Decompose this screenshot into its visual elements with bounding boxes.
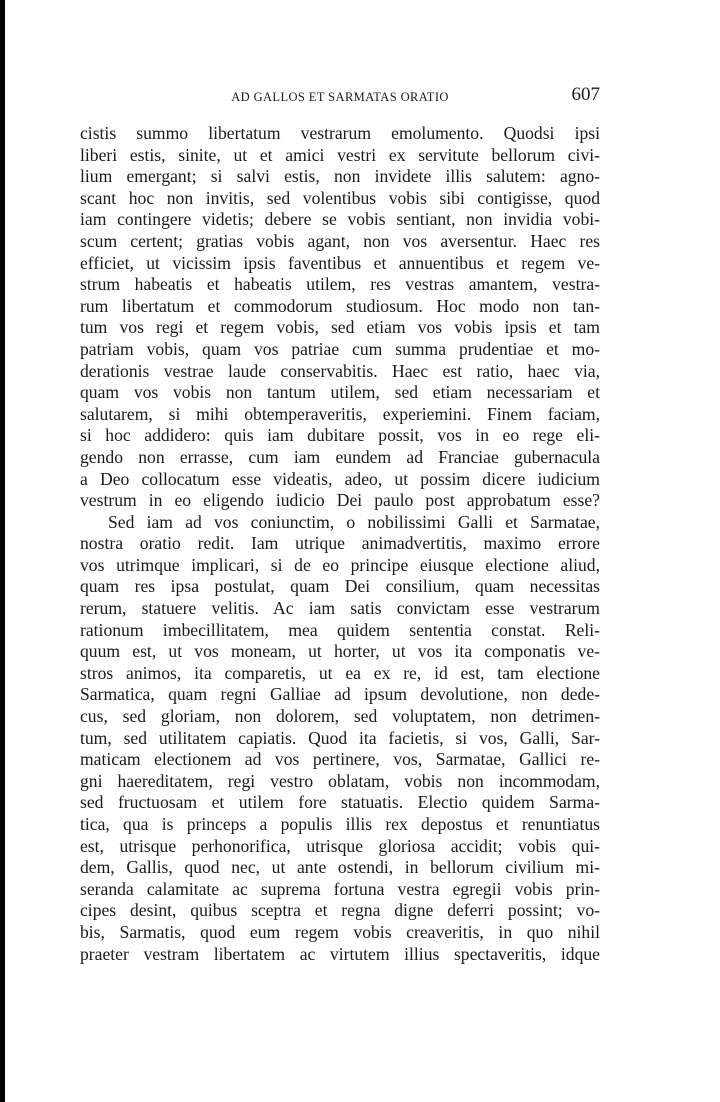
text-line: efficiet, ut vicissim ipsis faventibus et annuentibus et regem ve- (80, 252, 600, 273)
text-line: gendo non errasse, cum iam eundem ad Franciae gubernacula (80, 446, 600, 467)
text-line: scant hoc non invitis, sed volentibus vobis sibi contigisse, quod (80, 187, 600, 208)
text-line: tica, qua is princeps a populis illis rex depostus et renuntiatus (80, 814, 600, 834)
text-line: sed fructuosam et utilem fore statuatis. Electio quidem Sarma- (80, 792, 600, 813)
text-line: cipes desint, quibus sceptra et regna digne deferri possint; vo- (80, 900, 600, 921)
text-line: cus, sed gloriam, non dolorem, sed voluptatem, non detrimen- (80, 706, 600, 727)
text-line: tum, sed utilitatem capiatis. Quod ita facietis, si vos, Galli, Sar- (80, 727, 600, 748)
text-line: rerum, statuere velitis. Ac iam satis convictam esse vestrarum (80, 598, 600, 619)
text-line: vestrum in eo eligendo iudicio Dei paulo post approbatum esse? (80, 490, 600, 511)
text-line: stros animos, ita comparetis, ut ea ex re, id est, tam electione (80, 662, 600, 683)
text-line: nostra oratio redit. Iam utrique animadvertitis, maximo errore (80, 533, 600, 554)
text-line: si hoc addidero: quis iam dubitare possit, vos in eo rege eli- (80, 425, 600, 446)
text-line: a Deo collocatum esse videatis, adeo, ut possim dicere iudicium (80, 468, 600, 489)
text-line: quam res ipsa postulat, quam Dei consilium, quam necessitas (80, 576, 600, 597)
text-line: bis, Sarmatis, quod eum regem vobis creaveritis, in quo nihil (80, 921, 600, 942)
text-line: iam contingere videtis; debere se vobis sentiant, non invidia vobi- (80, 209, 600, 230)
text-line: vos utrimque implicari, si de eo principe eiusque electione aliud, (80, 554, 600, 575)
text-line: rationum imbecillitatem, mea quidem sententia constat. Reli- (80, 619, 600, 640)
running-head (80, 84, 600, 108)
text-line: dem, Gallis, quod nec, ut ante ostendi, in bellorum civilium mi- (80, 857, 600, 878)
text-line: quam vos vobis non tantum utilem, sed etiam necessariam et (80, 382, 600, 403)
page-number: 607 (571, 84, 600, 105)
text-line: cistis summo libertatum vestrarum emolumento. Quodsi ipsi (80, 123, 600, 143)
text-line: salutarem, si mihi obtemperaveritis, experiemini. Finem faciam, (80, 403, 600, 424)
text-line: est, utrisque perhonorifica, utrisque gloriosa accidit; vobis qui- (80, 835, 600, 856)
text-line: quum est, ut vos moneam, ut horter, ut vos ita componatis ve- (80, 641, 600, 662)
text-line: tum vos regi et regem vobis, sed etiam vos vobis ipsis et tam (80, 317, 600, 338)
paragraph-start-line: Sed iam ad vos coniunctim, o nobilissimi Galli et Sarmatae, (108, 511, 600, 532)
page-left-edge (0, 0, 5, 1102)
text-line: rum libertatum et commodorum studiosum. Hoc modo non tan- (80, 295, 600, 316)
text-line: maticam electionem ad vos pertinere, vos, Sarmatae, Gallici re- (80, 749, 600, 770)
text-line: praeter vestram libertatem ac virtutem illius spectaveritis, idque (80, 943, 600, 964)
text-line: gni haereditatem, regi vestro oblatam, vobis non incommodam, (80, 770, 600, 791)
text-line: seranda calamitate ac suprema fortuna vestra egregii vobis prin- (80, 878, 600, 899)
text-line: Sarmatica, quam regni Galliae ad ipsum devolutione, non dede- (80, 684, 600, 705)
text-line: patriam vobis, quam vos patriae cum summa prudentiae et mo- (80, 338, 600, 359)
text-line: lium emergant; si salvi estis, non invidete illis salutem: agno- (80, 166, 600, 187)
text-line: scum certent; gratias vobis agant, non vos aversentur. Haec res (80, 230, 600, 251)
text-line: liberi estis, sinite, ut et amici vestri ex servitute bellorum civi- (80, 144, 600, 165)
header-title: AD GALLOS ET SARMATAS ORATIO (231, 90, 449, 104)
body-text (80, 123, 600, 965)
text-line: strum habeatis et habeatis utilem, res vestras amantem, vestra- (80, 274, 600, 295)
text-line: derationis vestrae laude conservabitis. Haec est ratio, haec via, (80, 360, 600, 381)
